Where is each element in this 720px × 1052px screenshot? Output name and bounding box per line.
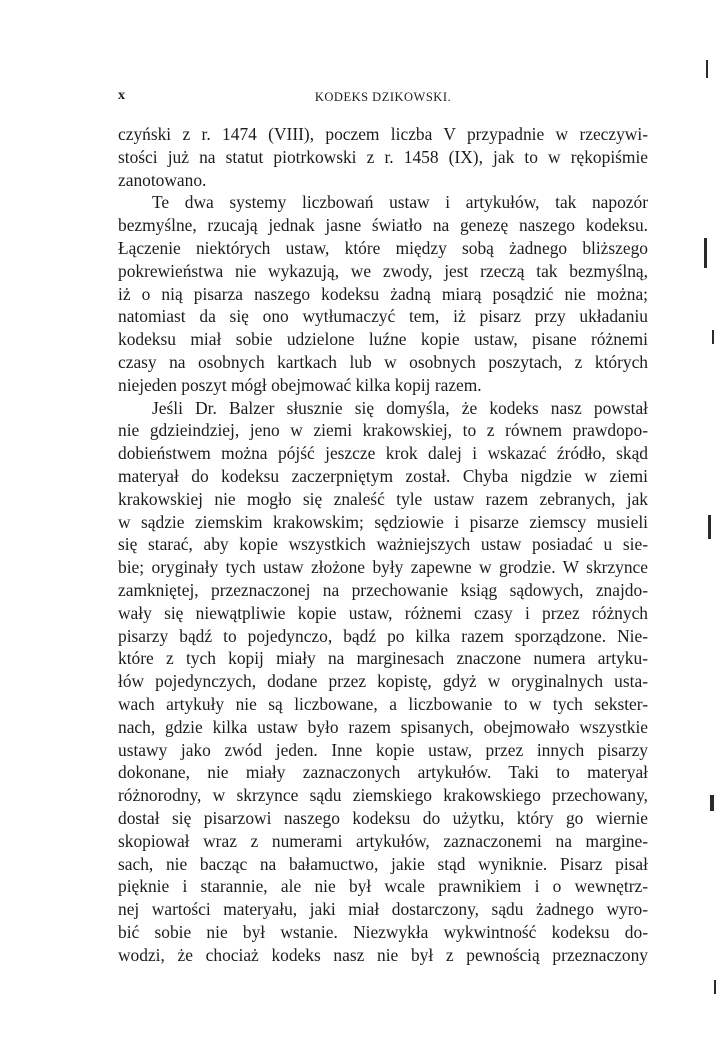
text-line: które z tych kopij miały na marginesach znaczone numera artyku- [118, 648, 648, 669]
text-line: iż o nią pisarza naszego kodeksu żadną miarą posądzić nie można; [118, 283, 648, 304]
scan-edge-mark [710, 795, 714, 811]
text-line: materyał do kodeksu zaczerpniętym został. Chyba nigdzie w ziemi [118, 465, 648, 486]
text-line: zanotowano. [118, 169, 207, 190]
text-line: pokrewieństwa nie wykazują, we zwody, jest rzeczą tak bezmyślną, [118, 260, 648, 281]
text-line: czyński z r. 1474 (VIII), poczem liczba V przypadnie w rzeczywi- [118, 124, 648, 144]
text-line: łów pojedynczych, dodane przez kopistę, gdyż w oryginalnych usta- [118, 671, 648, 692]
text-line: bezmyślne, rzucają jednak jasne światło na genezę naszego kodeksu. [118, 215, 648, 236]
text-line: bie; oryginały tych ustaw złożone były zapewne w grodzie. W skrzynce [118, 557, 648, 578]
running-head: KODEKS DZIKOWSKI. [314, 90, 452, 104]
text-line: sach, nie bacząc na bałamuctwo, jakie stąd wyniknie. Pisarz pisał [118, 853, 648, 874]
text-line: pisarzy bądź to pojedynczo, bądź po kilka razem sporządzone. Nie- [118, 625, 648, 646]
text-line: Te dwa systemy liczbowań ustaw i artykułów, tak napozór [152, 192, 648, 213]
text-line: kodeksu miał sobie udzielone luźne kopie ustaw, pisane różnemi [118, 329, 648, 350]
text-line: ustawy jako zwód jeden. Inne kopie ustaw, przez innych pisarzy [118, 739, 648, 760]
text-line: wały się niewątpliwie kopie ustaw, różnemi czasy i przez różnych [118, 602, 648, 623]
text-line: niejeden poszyt mógł obejmować kilka kopij razem. [118, 374, 482, 395]
text-line: stości już na statut piotrkowski z r. 1458 (IX), jak to w rękopiśmie [118, 146, 648, 167]
text-line: bić sobie nie był wstanie. Niezwykła wykwintność kodeksu do- [118, 921, 648, 942]
text-line: w sądzie ziemskim krakowskim; sędziowie i pisarze ziemscy musieli [118, 511, 648, 532]
page-header [118, 88, 648, 108]
scan-edge-mark [714, 980, 716, 994]
body-text [118, 123, 648, 966]
text-line: zamkniętej, przeznaczonej na przechowanie ksiąg sądowych, znajdo- [118, 579, 648, 600]
text-line: nej wartości materyału, jaki miał dostarczony, sądu żadnego wyro- [118, 899, 648, 920]
text-line: różnorodny, w skrzynce sądu ziemskiego krakowskiego przechowany, [118, 785, 648, 806]
text-line: nach, gdzie kilka ustaw było razem spisanych, obejmowało wszystkie [118, 716, 648, 737]
scan-edge-mark [706, 60, 708, 78]
text-line: wach artykuły nie są liczbowane, a liczbowanie to w tych sekster- [118, 693, 648, 714]
text-line: dostał się pisarzowi naszego kodeksu do użytku, który go wiernie [118, 807, 648, 828]
scan-edge-mark [712, 330, 714, 344]
text-line: wodzi, że chociaż kodeks nasz nie był z pewnością przeznaczony [118, 944, 648, 965]
text-line: natomiast da się ono wytłumaczyć tem, iż pisarz przy układaniu [118, 306, 648, 327]
text-line: skopiował wraz z numerami artykułów, zaznaczonemi na margine- [118, 830, 648, 851]
text-line: się starać, aby kopie wszystkich ważniejszych ustaw posiadać u sie- [118, 534, 648, 555]
scan-edge-mark [708, 515, 711, 539]
scan-edge-mark [704, 238, 707, 268]
text-line: czasy na osobnych kartkach lub w osobnych poszytach, z których [118, 351, 648, 372]
text-line: krakowskiej nie mogło się znaleść tyle ustaw razem zebranych, jak [118, 488, 648, 509]
text-line: pięknie i starannie, ale nie był wcale prawnikiem i o wewnętrz- [118, 876, 648, 897]
text-line: Łączenie niektórych ustaw, które między sobą żadnego bliższego [118, 237, 648, 258]
page-number: x [118, 88, 125, 103]
text-line: Jeśli Dr. Balzer słusznie się domyśla, że kodeks nasz powstał [152, 397, 648, 418]
text-line: dokonane, nie miały zaznaczonych artykułów. Taki to materyał [118, 762, 648, 783]
text-line: dobieństwem można pójść jeszcze krok dalej i wskazać źródło, skąd [118, 443, 648, 464]
text-line: nie gdzieindziej, jeno w ziemi krakowskiej, to z równem prawdopo- [118, 420, 648, 441]
